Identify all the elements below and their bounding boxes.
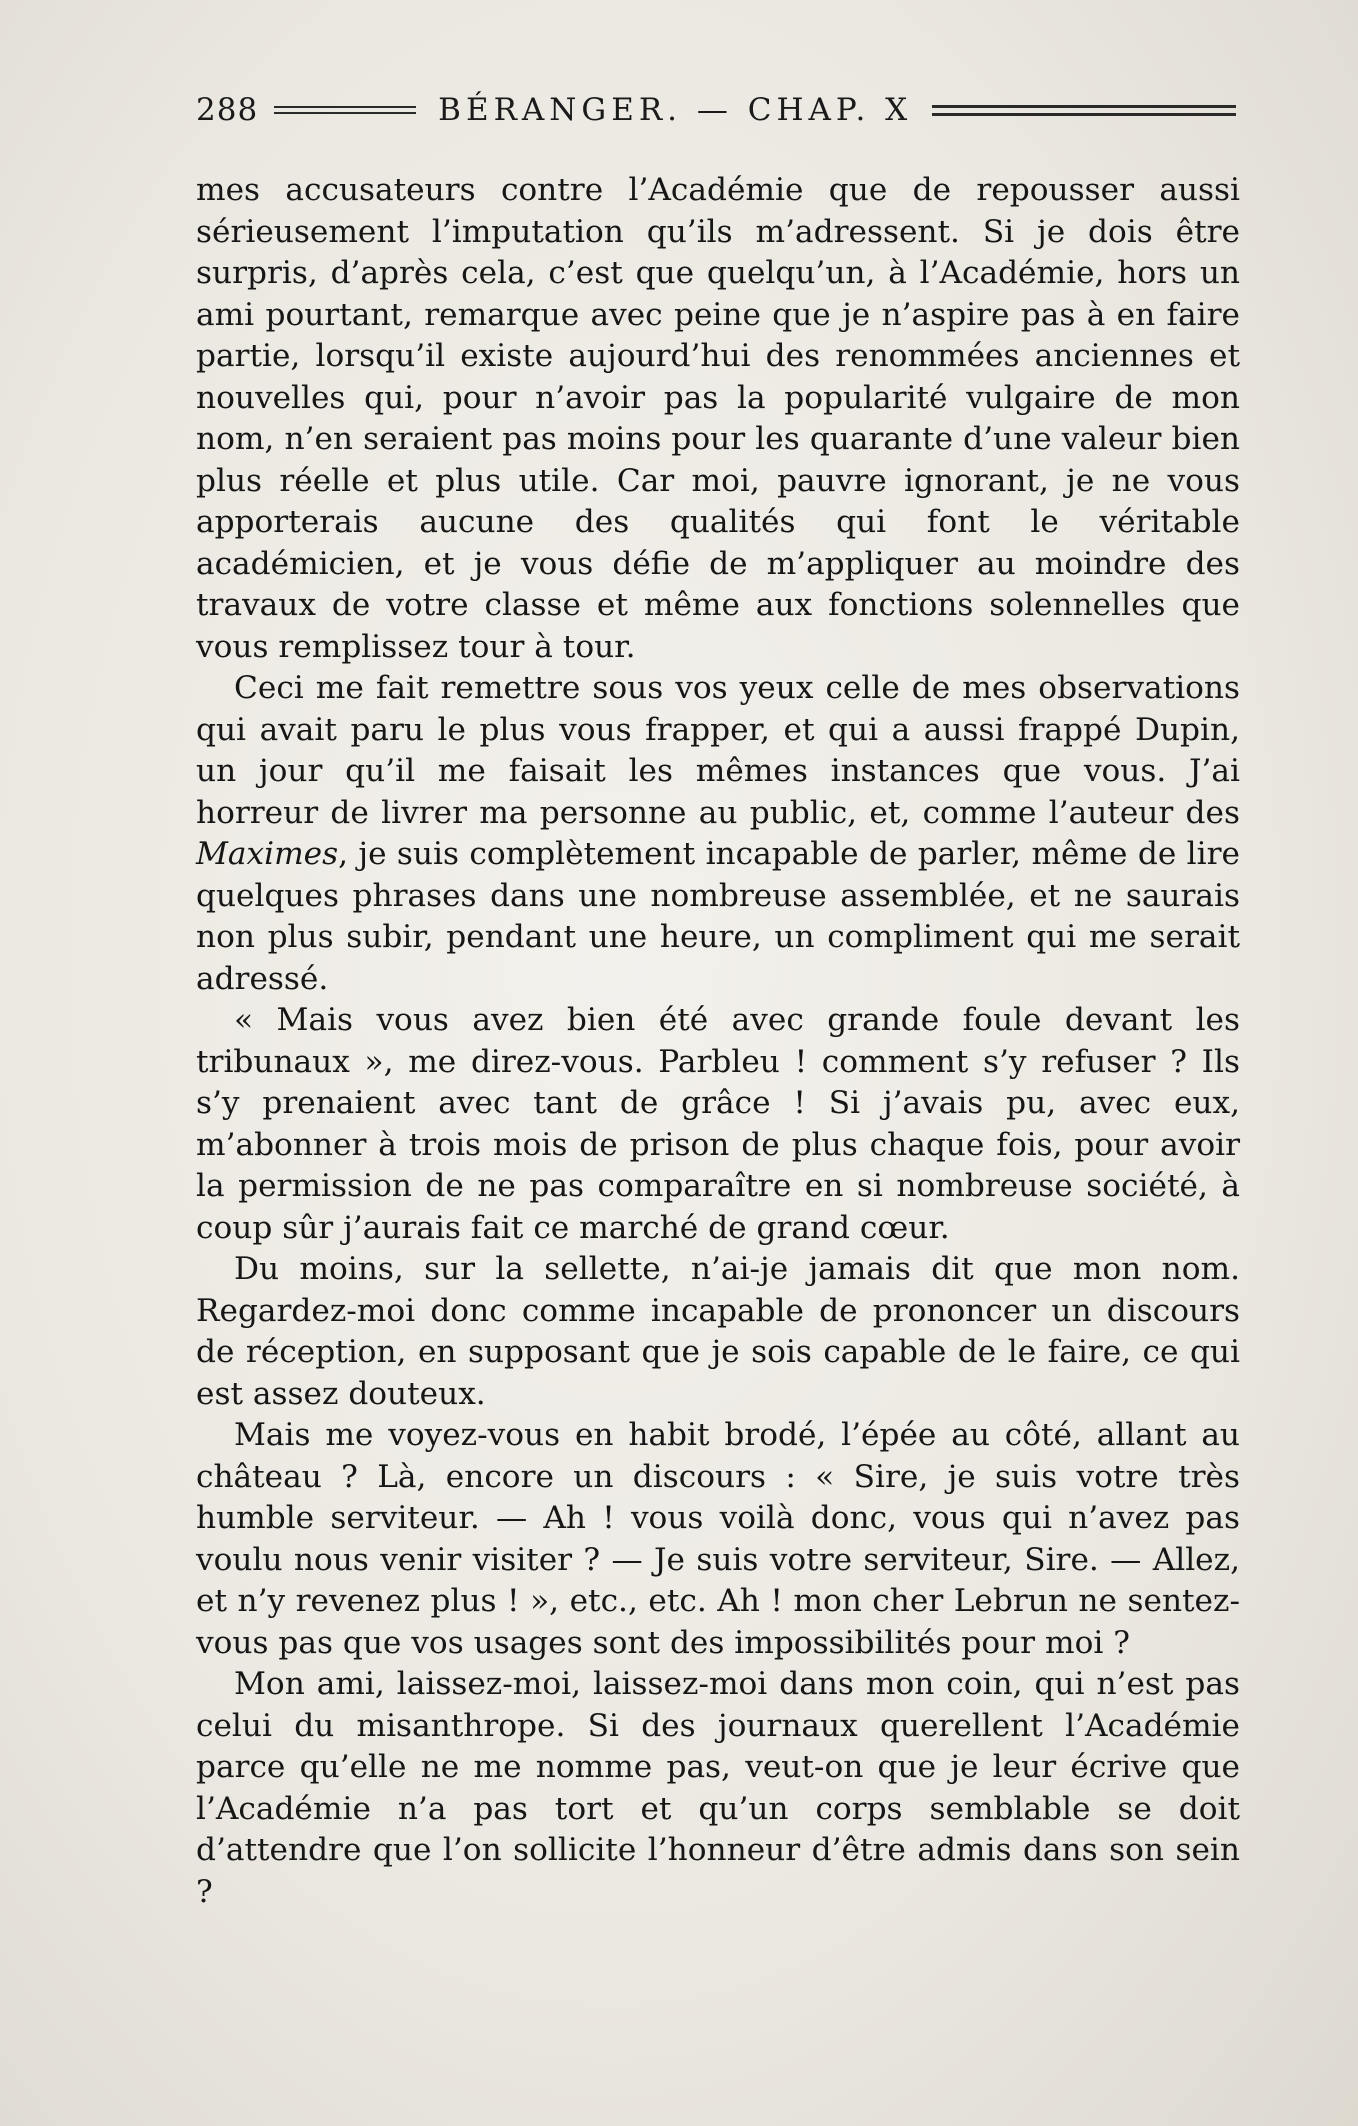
paragraph-2-part-1: Ceci me fait remettre sous vos yeux celle de mes observations qui avait paru le plus vous frapper, et qui a aussi frappé Dupin, un jour qu’il me faisait les mêmes instances que vous. J’ai horreur de livrer ma personne au public, et, comme l’auteur des [196,670,1240,831]
header-rule-left [274,106,416,114]
paragraph-2-part-2: , je suis complètement incapable de parler, même de lire quelques phrases dans une nombreuse assemblée, et ne saurais non plus subir, pendant une heure, un compliment qui me serait adressé. [196,836,1240,997]
paragraph-1: mes accusateurs contre l’Académie que de repousser aussi sérieusement l’imputation qu’ils m’adressent. Si je dois être surpris, d’après cela, c’est que quelqu’un, à l’Académie, hors un ami pourtant, remarque avec peine que je n’aspire pas à en faire partie, lorsqu’il existe aujourd’hui des renommées anciennes et nouvelles qui, pour n’avoir pas la popularité vulgaire de mon nom, n’en seraient pas moins pour les quarante d’une valeur bien plus réelle et plus utile. Car moi, pauvre ignorant, je ne vous apporterais aucune des qualités qui font le véritable académicien, et je vous défie de m’appliquer au moindre des travaux de votre classe et même aux fonctions solennelles que vous remplissez tour à tour. [196,172,1240,665]
paragraph-2 [196,668,1240,1000]
paragraph-3: « Mais vous avez bien été avec grande foule devant les tribunaux », me direz-vous. Parbleu ! comment s’y refuser ? Ils s’y prenaient avec tant de grâce ! Si j’avais pu, avec eux, m’abonner à trois mois de prison de plus chaque fois, pour avoir la permission de ne pas comparaître en si nombreuse société, à coup sûr j’aurais fait ce marché de grand cœur. [196,1002,1240,1246]
page-number: 288 [196,92,259,128]
body-text [196,170,1240,1913]
paragraph-4: Du moins, sur la sellette, n’ai-je jamais dit que mon nom. Regardez-moi donc comme incapable de prononcer un discours de réception, en supposant que je sois capable de le faire, ce qui est assez douteux. [196,1251,1240,1412]
paragraph-5: Mais me voyez-vous en habit brodé, l’épée au côté, allant au château ? Là, encore un discours : « Sire, je suis votre très humble serviteur. — Ah ! vous voilà donc, vous qui n’avez pas voulu nous venir visiter ? — Je suis votre serviteur, Sire. — Allez, et n’y revenez plus ! », etc., etc. Ah ! mon cher Lebrun ne sentez-vous pas que vos usages sont des impossibilités pour moi ? [196,1417,1240,1661]
header-rule-right [932,105,1236,116]
running-title: BÉRANGER. — CHAP. X [438,92,913,128]
running-header [196,85,1236,135]
book-title-maximes: Maximes [196,836,339,872]
paragraph-6: Mon ami, laissez-moi, laissez-moi dans mon coin, qui n’est pas celui du misanthrope. Si des journaux querellent l’Académie parce qu’elle ne me nomme pas, veut-on que je leur écrive que l’Académie n’a pas tort et qu’un corps semblable se doit d’attendre que l’on sollicite l’honneur d’être admis dans son sein ? [196,1666,1240,1910]
